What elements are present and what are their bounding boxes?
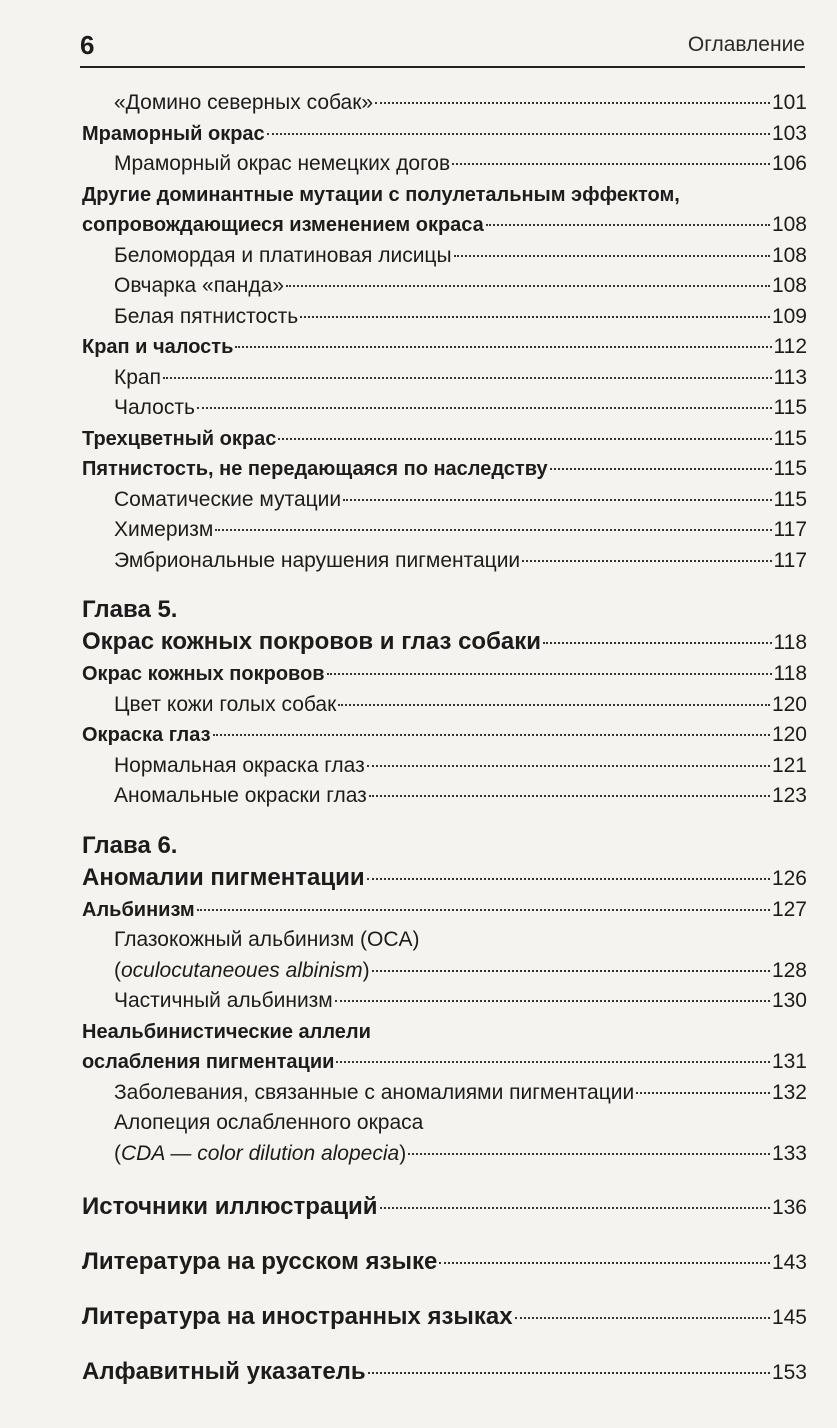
- toc-entry[interactable]: [82, 1078, 807, 1109]
- toc-entry-title: Химеризм: [114, 518, 214, 541]
- toc-entry[interactable]: [82, 515, 807, 546]
- toc-entry-page: 136: [771, 1196, 807, 1219]
- toc-entry-title: Крап и чалость: [82, 336, 234, 358]
- toc-entry[interactable]: [82, 546, 807, 577]
- toc-entry[interactable]: [82, 88, 807, 119]
- toc-section-entry[interactable]: [82, 659, 807, 690]
- toc-entry[interactable]: [82, 956, 807, 987]
- table-of-contents: [82, 88, 807, 1389]
- toc-entry-page: 118: [773, 631, 807, 654]
- toc-entry-title: Трехцветный окрас: [82, 427, 277, 450]
- toc-entry-page: 145: [771, 1306, 807, 1329]
- dot-leader: [486, 224, 770, 226]
- toc-entry[interactable]: [82, 781, 807, 812]
- toc-entry-title: «Домино северных собак»: [114, 91, 374, 114]
- toc-entry-page: 108: [771, 243, 807, 267]
- dot-leader: [522, 560, 771, 562]
- dot-leader: [367, 878, 770, 880]
- toc-entry-page: 130: [771, 989, 807, 1012]
- dot-leader: [197, 407, 772, 409]
- toc-entry[interactable]: [82, 149, 807, 180]
- toc-entry-title: Источники иллюстраций: [82, 1193, 378, 1220]
- toc-entry-page: 103: [771, 121, 807, 145]
- toc-entry[interactable]: [82, 271, 807, 302]
- toc-entry-page: 117: [773, 548, 807, 572]
- toc-entry-title: Мраморный окрас немецких догов: [114, 152, 451, 175]
- toc-entry-title: Беломордая и платиновая лисицы: [114, 243, 452, 267]
- header-rule: [80, 66, 805, 68]
- toc-entry[interactable]: [82, 393, 807, 424]
- dot-leader: [452, 163, 770, 165]
- chapter-label: Глава 5.: [82, 596, 178, 623]
- dot-leader: [380, 1207, 770, 1209]
- toc-entry[interactable]: [82, 302, 807, 333]
- dot-leader: [163, 377, 772, 379]
- dot-leader: [439, 1262, 770, 1264]
- toc-section-entry[interactable]: [82, 1047, 807, 1078]
- toc-entry[interactable]: [82, 241, 807, 272]
- toc-section-entry[interactable]: [82, 720, 807, 751]
- toc-section-entry[interactable]: [82, 424, 807, 455]
- toc-major-entry[interactable]: [82, 1191, 807, 1224]
- toc-entry-page: 127: [771, 897, 807, 921]
- toc-entry[interactable]: [82, 363, 807, 394]
- toc-major-entry[interactable]: [82, 1356, 807, 1389]
- toc-entry-title: Литература на иностранных языках: [82, 1303, 513, 1330]
- toc-entry-title: Цвет кожи голых собак: [114, 692, 337, 716]
- dot-leader: [369, 795, 770, 797]
- toc-entry-page: 123: [771, 784, 807, 807]
- dot-leader: [197, 909, 770, 911]
- running-title: Оглавление: [687, 33, 805, 56]
- toc-entry-page: 115: [773, 487, 807, 511]
- dot-leader: [215, 529, 771, 531]
- dot-leader: [375, 102, 770, 104]
- toc-entry-title: Заболевания, связанные с аномалиями пигментации: [114, 1080, 635, 1104]
- dot-leader: [235, 346, 771, 348]
- toc-entry-title: (CDA — color dilution alopecia): [114, 1141, 407, 1165]
- dot-leader: [286, 285, 770, 287]
- toc-entry-page: 106: [771, 152, 807, 175]
- dot-leader: [327, 673, 772, 675]
- toc-entry-title: ослабления пигментации: [82, 1051, 335, 1073]
- dot-leader: [368, 1372, 770, 1374]
- toc-entry-page: 120: [771, 723, 807, 746]
- toc-entry[interactable]: [82, 986, 807, 1017]
- toc-entry-title: Белая пятнистость: [114, 304, 299, 328]
- toc-entry-page: 115: [773, 396, 807, 419]
- toc-entry-page: 131: [771, 1050, 807, 1073]
- dot-leader: [372, 970, 770, 972]
- toc-section-title-line: Другие доминантные мутации с полулетальным эффектом,: [82, 183, 680, 206]
- dot-leader: [515, 1317, 770, 1319]
- dot-leader: [278, 438, 771, 440]
- toc-entry-title: (oculocutaneoues albinism): [114, 958, 370, 982]
- toc-entry-title: Мраморный окрас: [82, 122, 265, 145]
- toc-entry-title: сопровождающиеся изменением окраса: [82, 214, 484, 236]
- toc-entry-title: Пятнистость, не передающаяся по наследству: [82, 458, 548, 480]
- toc-entry-page: 117: [773, 518, 807, 541]
- toc-chapter-entry[interactable]: [82, 862, 807, 895]
- dot-leader: [338, 704, 770, 706]
- dot-leader: [636, 1092, 770, 1094]
- toc-entry-page: 108: [771, 213, 807, 236]
- toc-entry-title-line: Глазокожный альбинизм (OCA): [114, 928, 420, 951]
- chapter-label: Глава 6.: [82, 831, 178, 859]
- dot-leader: [454, 255, 770, 257]
- toc-entry-page: 120: [771, 692, 807, 716]
- toc-entry-page: 112: [773, 335, 807, 358]
- toc-entry-title: Литература на русском языке: [82, 1248, 438, 1275]
- dot-leader: [335, 1000, 770, 1002]
- toc-entry-page: 113: [773, 365, 807, 389]
- toc-section-title-line: Неальбинистические аллели: [82, 1020, 371, 1043]
- toc-entry-page: 133: [771, 1141, 807, 1165]
- toc-section-entry[interactable]: [82, 454, 807, 485]
- toc-entry-page: 109: [771, 304, 807, 328]
- toc-major-entry[interactable]: [82, 1301, 807, 1334]
- toc-entry[interactable]: [82, 751, 807, 782]
- toc-section-entry[interactable]: [82, 332, 807, 363]
- toc-entry-page: 115: [773, 457, 807, 480]
- toc-entry-page: 126: [771, 866, 807, 890]
- toc-entry-page: 143: [771, 1251, 807, 1274]
- dot-leader: [408, 1153, 770, 1155]
- dot-leader: [543, 642, 771, 644]
- toc-entry-title: Окрас кожных покровов и глаз собаки: [82, 628, 542, 655]
- toc-entry[interactable]: [82, 690, 807, 721]
- toc-chapter-entry[interactable]: [82, 626, 807, 659]
- toc-entry-page: 118: [773, 662, 807, 685]
- toc-entry[interactable]: [82, 1139, 807, 1170]
- toc-section-entry[interactable]: [82, 119, 807, 150]
- toc-section-entry[interactable]: [82, 895, 807, 926]
- dot-leader: [367, 765, 770, 767]
- dot-leader: [213, 734, 770, 736]
- dot-leader: [343, 499, 771, 501]
- toc-entry-title: Частичный альбинизм: [114, 989, 333, 1012]
- toc-entry-title: Аномалии пигментации: [82, 863, 365, 891]
- dot-leader: [267, 133, 770, 135]
- toc-entry-title: Соматические мутации: [114, 487, 342, 511]
- toc-entry[interactable]: [82, 485, 807, 516]
- toc-entry-page: 128: [771, 958, 807, 982]
- toc-entry-page: 115: [773, 426, 807, 450]
- toc-entry-page: 121: [771, 753, 807, 777]
- toc-major-entry[interactable]: [82, 1246, 807, 1279]
- toc-entry-title-line: Алопеция ослабленного окраса: [114, 1111, 424, 1134]
- toc-entry-title: Окраска глаз: [82, 724, 211, 746]
- toc-entry-title: Алфавитный указатель: [82, 1358, 366, 1385]
- dot-leader: [300, 316, 770, 318]
- toc-entry-title: Окрас кожных покровов: [82, 663, 325, 685]
- toc-entry-title: Крап: [114, 365, 161, 389]
- toc-entry-page: 101: [771, 91, 807, 114]
- toc-entry-title: Нормальная окраска глаз: [114, 753, 365, 777]
- toc-entry-page: 108: [771, 274, 807, 297]
- page-number: 6: [80, 30, 95, 60]
- toc-entry-title: Эмбриональные нарушения пигментации: [114, 548, 521, 572]
- toc-entry-title: Альбинизм: [82, 898, 195, 921]
- toc-entry-title: Овчарка «панда»: [114, 274, 284, 297]
- toc-entry-title: Чалость: [114, 396, 195, 419]
- dot-leader: [550, 468, 772, 470]
- toc-entry-title: Аномальные окраски глаз: [114, 784, 367, 807]
- toc-section-entry[interactable]: [82, 210, 807, 241]
- toc-entry-page: 153: [771, 1361, 807, 1384]
- toc-entry-page: 132: [771, 1080, 807, 1104]
- dot-leader: [336, 1061, 770, 1063]
